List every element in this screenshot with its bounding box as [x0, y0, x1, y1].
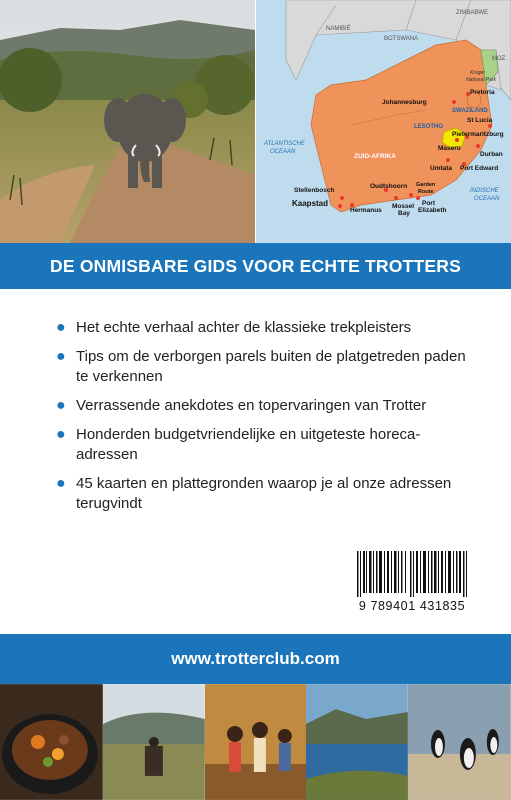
map-label-kruger-2: National Park: [466, 77, 497, 83]
list-item: [56, 347, 476, 387]
map-city-pretoria: Pretoria: [470, 89, 495, 96]
map-city-johannesburg: Johannesburg: [382, 99, 427, 106]
map-city-st-lucia: St Lucia: [467, 117, 493, 124]
elephant-photo: [0, 0, 255, 243]
feature-text: Tips om de verborgen parels buiten de platgetreden paden te verkennen: [76, 348, 466, 385]
map-label-namibie: NAMIBIË: [326, 26, 351, 32]
photo-horse-riding: [103, 684, 205, 800]
map-label-indian-2: OCEAAN: [474, 196, 500, 202]
isbn-number: 9 789401 431835: [358, 599, 466, 613]
map-city-port-edward: Port Edward: [460, 165, 499, 172]
map-city-kaapstad: Kaapstad: [292, 199, 329, 208]
map-label-lesotho: LESOTHO: [414, 124, 444, 130]
map-city-maseru: Maseru: [438, 145, 461, 152]
feature-text: Honderden budgetvriendelijke en uitgeteste horeca-adressen: [76, 426, 421, 463]
map-label-zimbabwe: ZIMBABWE: [456, 10, 489, 16]
map-label-atlantic-1: ATLANTISCHE: [264, 141, 305, 147]
feature-text: Verrassende anekdotes en topervaringen van Trotter: [76, 397, 427, 414]
list-item: [56, 318, 476, 338]
map-city-garden-route-1: Garden: [416, 182, 436, 188]
list-item: [56, 474, 476, 514]
map-city-pietermaritzburg: Pietermaritzburg: [452, 131, 504, 138]
map-label-indian-1: INDISCHE: [470, 188, 499, 194]
website-url[interactable]: www.trotterclub.com: [0, 634, 511, 684]
map-label-atlantic-2: OCEAAN: [270, 149, 296, 155]
feature-text: Het echte verhaal achter de klassieke trekpleisters: [76, 319, 412, 336]
photo-food: [0, 684, 103, 800]
bullet-dot-icon: ●: [56, 348, 66, 365]
bullet-dot-icon: ●: [56, 475, 66, 492]
feature-text: 45 kaarten en plattegronden waarop je al onze adressen terugvindt: [76, 475, 452, 512]
map-city-garden-route-2: Route: [418, 189, 434, 195]
map-label-zuid-afrika: ZUID-AFRIKA: [354, 153, 396, 160]
map-label-botswana: BOTSWANA: [384, 36, 419, 42]
map-label-kruger-1: Kruger: [470, 70, 486, 76]
map-city-oudtshoorn: Oudtshoorn: [370, 183, 408, 190]
bullet-dot-icon: ●: [56, 397, 66, 414]
photo-children: [205, 684, 307, 800]
south-africa-map: [256, 0, 511, 243]
map-city-mossel-2: Bay: [398, 210, 410, 217]
feature-list: [56, 318, 476, 523]
map-label-moz: MOZ.: [492, 56, 507, 62]
bullet-dot-icon: ●: [56, 319, 66, 336]
map-city-stellenbosch: Stellenbosch: [294, 187, 335, 194]
map-city-mossel-1: Mossel: [392, 203, 415, 210]
barcode-bars: [353, 551, 471, 597]
list-item: [56, 425, 476, 465]
map-city-umtata: Umtata: [430, 165, 453, 172]
list-item: [56, 396, 476, 416]
map-city-durban: Durban: [480, 151, 503, 158]
photo-penguins: [408, 684, 511, 800]
map-city-port-e-1: Port: [422, 200, 435, 207]
map-label-swaziland: SWAZILAND: [452, 108, 488, 114]
isbn-barcode: [353, 551, 471, 617]
photo-coast: [306, 684, 408, 800]
photo-strip: [0, 684, 511, 800]
bullet-dot-icon: ●: [56, 426, 66, 443]
map-city-hermanus: Hermanus: [350, 207, 382, 214]
cover-top: [0, 0, 511, 243]
tagline-banner: DE ONMISBARE GIDS VOOR ECHTE TROTTERS: [0, 243, 511, 289]
map-city-port-e-2: Elizabeth: [418, 207, 447, 214]
